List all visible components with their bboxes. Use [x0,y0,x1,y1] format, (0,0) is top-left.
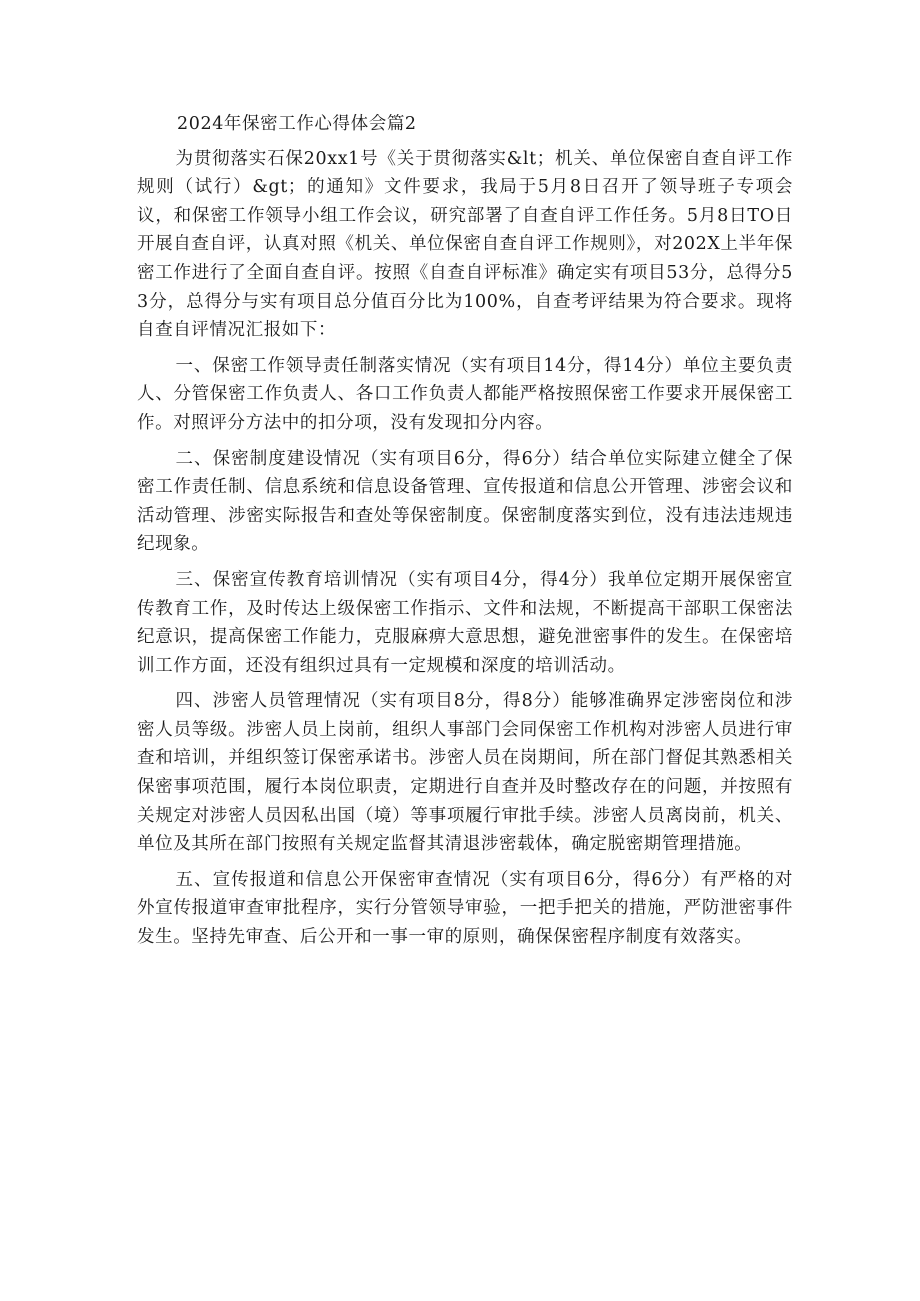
paragraph-section-3: 三、保密宣传教育培训情况（实有项目4分，得4分）我单位定期开展保密宣传教育工作，及时传达上级保密工作指示、文件和法规，不断提高干部职工保密法纪意识，提高保密工作能力，克服麻痹大意思想，避免泄密事件的发生。在保密培训工作方面，还没有组织过具有一定规模和深度的培训活动。 [137,569,793,676]
document-title: 2024年保密工作心得体会篇2 [177,114,417,134]
paragraph-section-4: 四、涉密人员管理情况（实有项目8分，得8分）能够准确界定涉密岗位和涉密人员等级。涉密人员上岗前，组织人事部门会同保密工作机构对涉密人员进行审查和培训，并组织签订保密承诺书。涉密人员在岗期间，所在部门督促其熟悉相关保密事项范围，履行本岗位职责，定期进行自查并及时整改存在的问题，并按照有关规定对涉密人员因私出国（境）等事项履行审批手续。涉密人员离岗前，机关、单位及其所在部门按照有关规定监督其清退涉密载体，确定脱密期管理措施。 [137,691,793,855]
document-body [137,110,793,959]
paragraph-section-2: 二、保密制度建设情况（实有项目6分，得6分）结合单位实际建立健全了保密工作责任制、信息系统和信息设备管理、宣传报道和信息公开管理、涉密会议和活动管理、涉密实际报告和查处等保密制度。保密制度落实到位，没有违法违规违纪现象。 [137,448,793,555]
paragraph-section-1: 一、保密工作领导责任制落实情况（实有项目14分，得14分）单位主要负责人、分管保密工作负责人、各口工作负责人都能严格按照保密工作要求开展保密工作。对照评分方法中的扣分项，没有发现扣分内容。 [137,355,793,433]
paragraph-section-5: 五、宣传报道和信息公开保密审查情况（实有项目6分，得6分）有严格的对外宣传报道审查审批程序，实行分管领导审验，一把手把关的措施，严防泄密事件发生。坚持先审查、后公开和一事一审的原则，确保保密程序制度有效落实。 [137,869,793,948]
paragraph-intro: 为贯彻落实石保20xx1号《关于贯彻落实&lt；机关、单位保密自查自评工作规则（试行）&gt；的通知》文件要求，我局于5月8日召开了领导班子专项会议，和保密工作领导小组工作会议，研究部署了自查自评工作任务。5月8日TO日开展自查自评，认真对照《机关、单位保密自查自评工作规则》，对202X上半年保密工作进行了全面自查自评。按照《自查自评标准》确定实有项目53分，总得分53分，总得分与实有项目总分值百分比为100%，自查考评结果为符合要求。现将自查自评情况汇报如下： [137,148,793,341]
